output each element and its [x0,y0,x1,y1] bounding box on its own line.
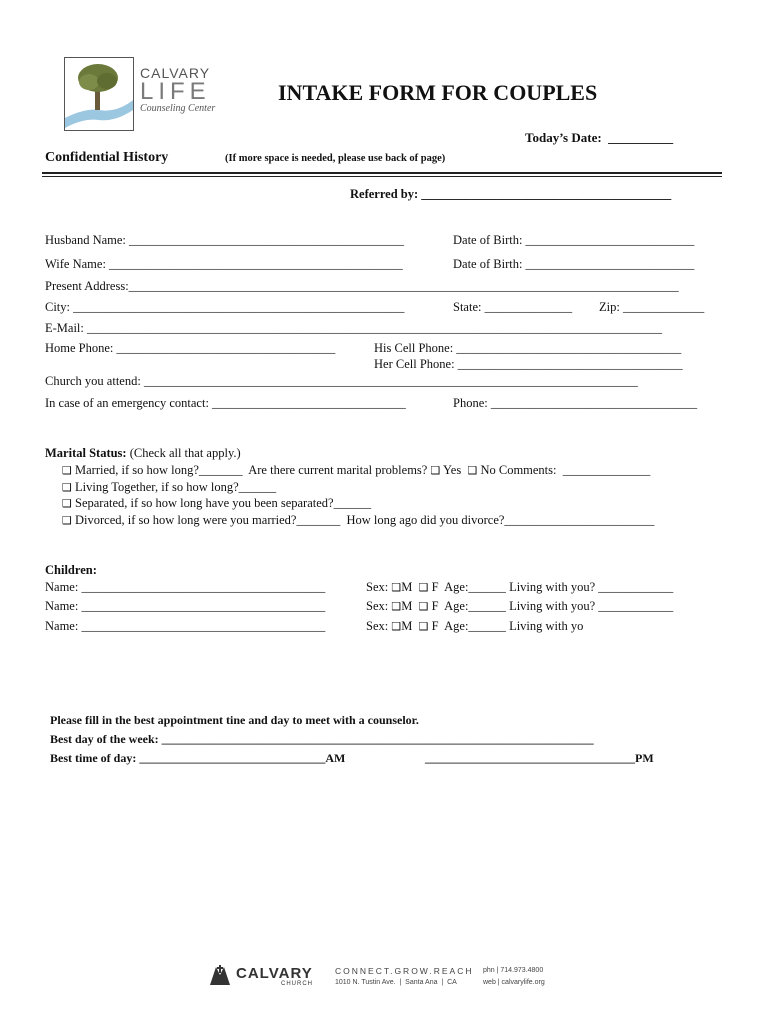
child-sex-f-checkbox[interactable]: ❑ [418,600,429,613]
living-together-row [62,480,276,495]
header-rule-thin [42,176,722,177]
footer-brand: CALVARY [236,965,313,982]
separated-row [62,496,371,511]
child-sex-m-label: M [401,619,413,633]
logo-image [64,57,134,131]
married-label: Married, if so how long?_______ Are there current marital problems? [75,463,428,477]
page-title: INTAKE FORM FOR COUPLES [278,80,598,105]
city-field[interactable]: City: _____________________________________________________ [45,300,405,314]
wife-dob-field[interactable]: Date of Birth: ___________________________ [453,257,695,271]
child-sex-f-label: F [431,599,439,613]
emergency-phone-field[interactable]: Phone: _________________________________ [453,396,698,410]
his-cell-field[interactable]: His Cell Phone: ____________________________________ [374,341,682,355]
zip-field[interactable]: Zip: _____________ [599,300,705,314]
logo-line1: CALVARY [140,65,211,81]
child-sex-m-checkbox[interactable]: ❑ [391,620,402,633]
child-sex-m-checkbox[interactable]: ❑ [391,581,402,594]
todays-date-field[interactable]: Today’s Date: __________ [525,130,674,145]
marital-instruction: (Check all that apply.) [129,446,241,460]
divorced-row [62,513,654,528]
child-sex-row [366,599,673,614]
child-name-field[interactable]: Name: _______________________________________ [45,599,326,613]
child-name-field[interactable]: Name: _______________________________________ [45,580,326,594]
best-time-pm-field[interactable]: ___________________________________PM [425,751,654,765]
child-sex-label: Sex: [366,580,389,594]
child-sex-f-label: F [431,580,439,594]
child-sex-m-label: M [401,599,413,613]
tree-river-icon [65,58,133,130]
child-age-field[interactable]: Age:______ [444,599,506,613]
child-age-field[interactable]: Age:______ [444,619,506,633]
footer-phone: phn | 714.973.4800 [483,967,544,974]
email-field[interactable]: E-Mail: ____________________________________________________________________________________________ [45,321,663,335]
child-sex-f-label: F [431,619,439,633]
home-phone-field[interactable]: Home Phone: ___________________________________ [45,341,336,355]
child-living-field[interactable]: Living with you? ____________ [509,580,674,594]
marital-heading: Marital Status: [45,446,127,460]
calvary-church-logo-icon [208,963,232,987]
state-field[interactable]: State: ______________ [453,300,573,314]
separated-checkbox[interactable]: ❑ [62,497,72,510]
best-time-am-field[interactable]: Best time of day: _______________________________AM [50,751,346,765]
separated-label: Separated, if so how long have you been separated?______ [75,496,372,510]
church-field[interactable]: Church you attend: _______________________________________________________________________________ [45,374,638,388]
footer-address: 1010 N. Tustin Ave. | Santa Ana | CA [335,979,457,986]
child-sex-row [366,580,673,595]
marital-heading-row [45,446,241,460]
footer-web[interactable]: web | calvarylife.org [483,979,545,986]
child-sex-f-checkbox[interactable]: ❑ [418,620,429,633]
problems-no-label: No Comments: ______________ [480,463,651,477]
child-living-field[interactable]: Living with yo [509,619,584,633]
footer-church: CHURCH [281,981,313,987]
divorced-checkbox[interactable]: ❑ [62,514,72,527]
problems-yes-label: Yes [443,463,462,477]
problems-yes-checkbox[interactable]: ❑ [430,464,441,477]
problems-no-checkbox[interactable]: ❑ [467,464,478,477]
married-checkbox[interactable]: ❑ [62,464,72,477]
footer-tagline: CONNECT.GROW.REACH [335,966,474,976]
child-living-field[interactable]: Living with you? ____________ [509,599,674,613]
living-together-checkbox[interactable]: ❑ [62,481,72,494]
child-sex-label: Sex: [366,619,389,633]
child-sex-m-checkbox[interactable]: ❑ [391,600,402,613]
logo-text [140,66,215,115]
husband-dob-field[interactable]: Date of Birth: ___________________________ [453,233,695,247]
logo-line3: Counseling Center [140,103,216,114]
logo-line2: LIFE [140,78,211,105]
living-together-label: Living Together, if so how long?______ [75,480,277,494]
child-sex-row [366,619,583,634]
husband-name-field[interactable]: Husband Name: ____________________________________________ [45,233,405,247]
appointment-prompt: Please fill in the best appointment tine and day to meet with a counselor. [50,713,419,727]
married-row [62,463,650,478]
child-sex-label: Sex: [366,599,389,613]
emergency-contact-field[interactable]: In case of an emergency contact: _______________________________ [45,396,406,410]
her-cell-field[interactable]: Her Cell Phone: ____________________________________ [374,357,683,371]
section-label: Confidential History [45,150,169,165]
child-age-field[interactable]: Age:______ [444,580,506,594]
children-heading: Children: [45,563,97,577]
referred-by-field[interactable]: Referred by: ________________________________________ [350,187,672,201]
address-field[interactable]: Present Address:________________________________________________________________________________________ [45,279,679,293]
divorced-label: Divorced, if so how long were you married?_______ How long ago did you divorce?________________________ [75,513,655,527]
child-name-field[interactable]: Name: _______________________________________ [45,619,326,633]
header-rule-thick [42,172,722,174]
child-sex-f-checkbox[interactable]: ❑ [418,581,429,594]
wife-name-field[interactable]: Wife Name: _______________________________________________ [45,257,403,271]
child-sex-m-label: M [401,580,413,594]
best-day-field[interactable]: Best day of the week: ________________________________________________________________________ [50,732,594,746]
space-note: (If more space is needed, please use back of page) [225,153,446,164]
